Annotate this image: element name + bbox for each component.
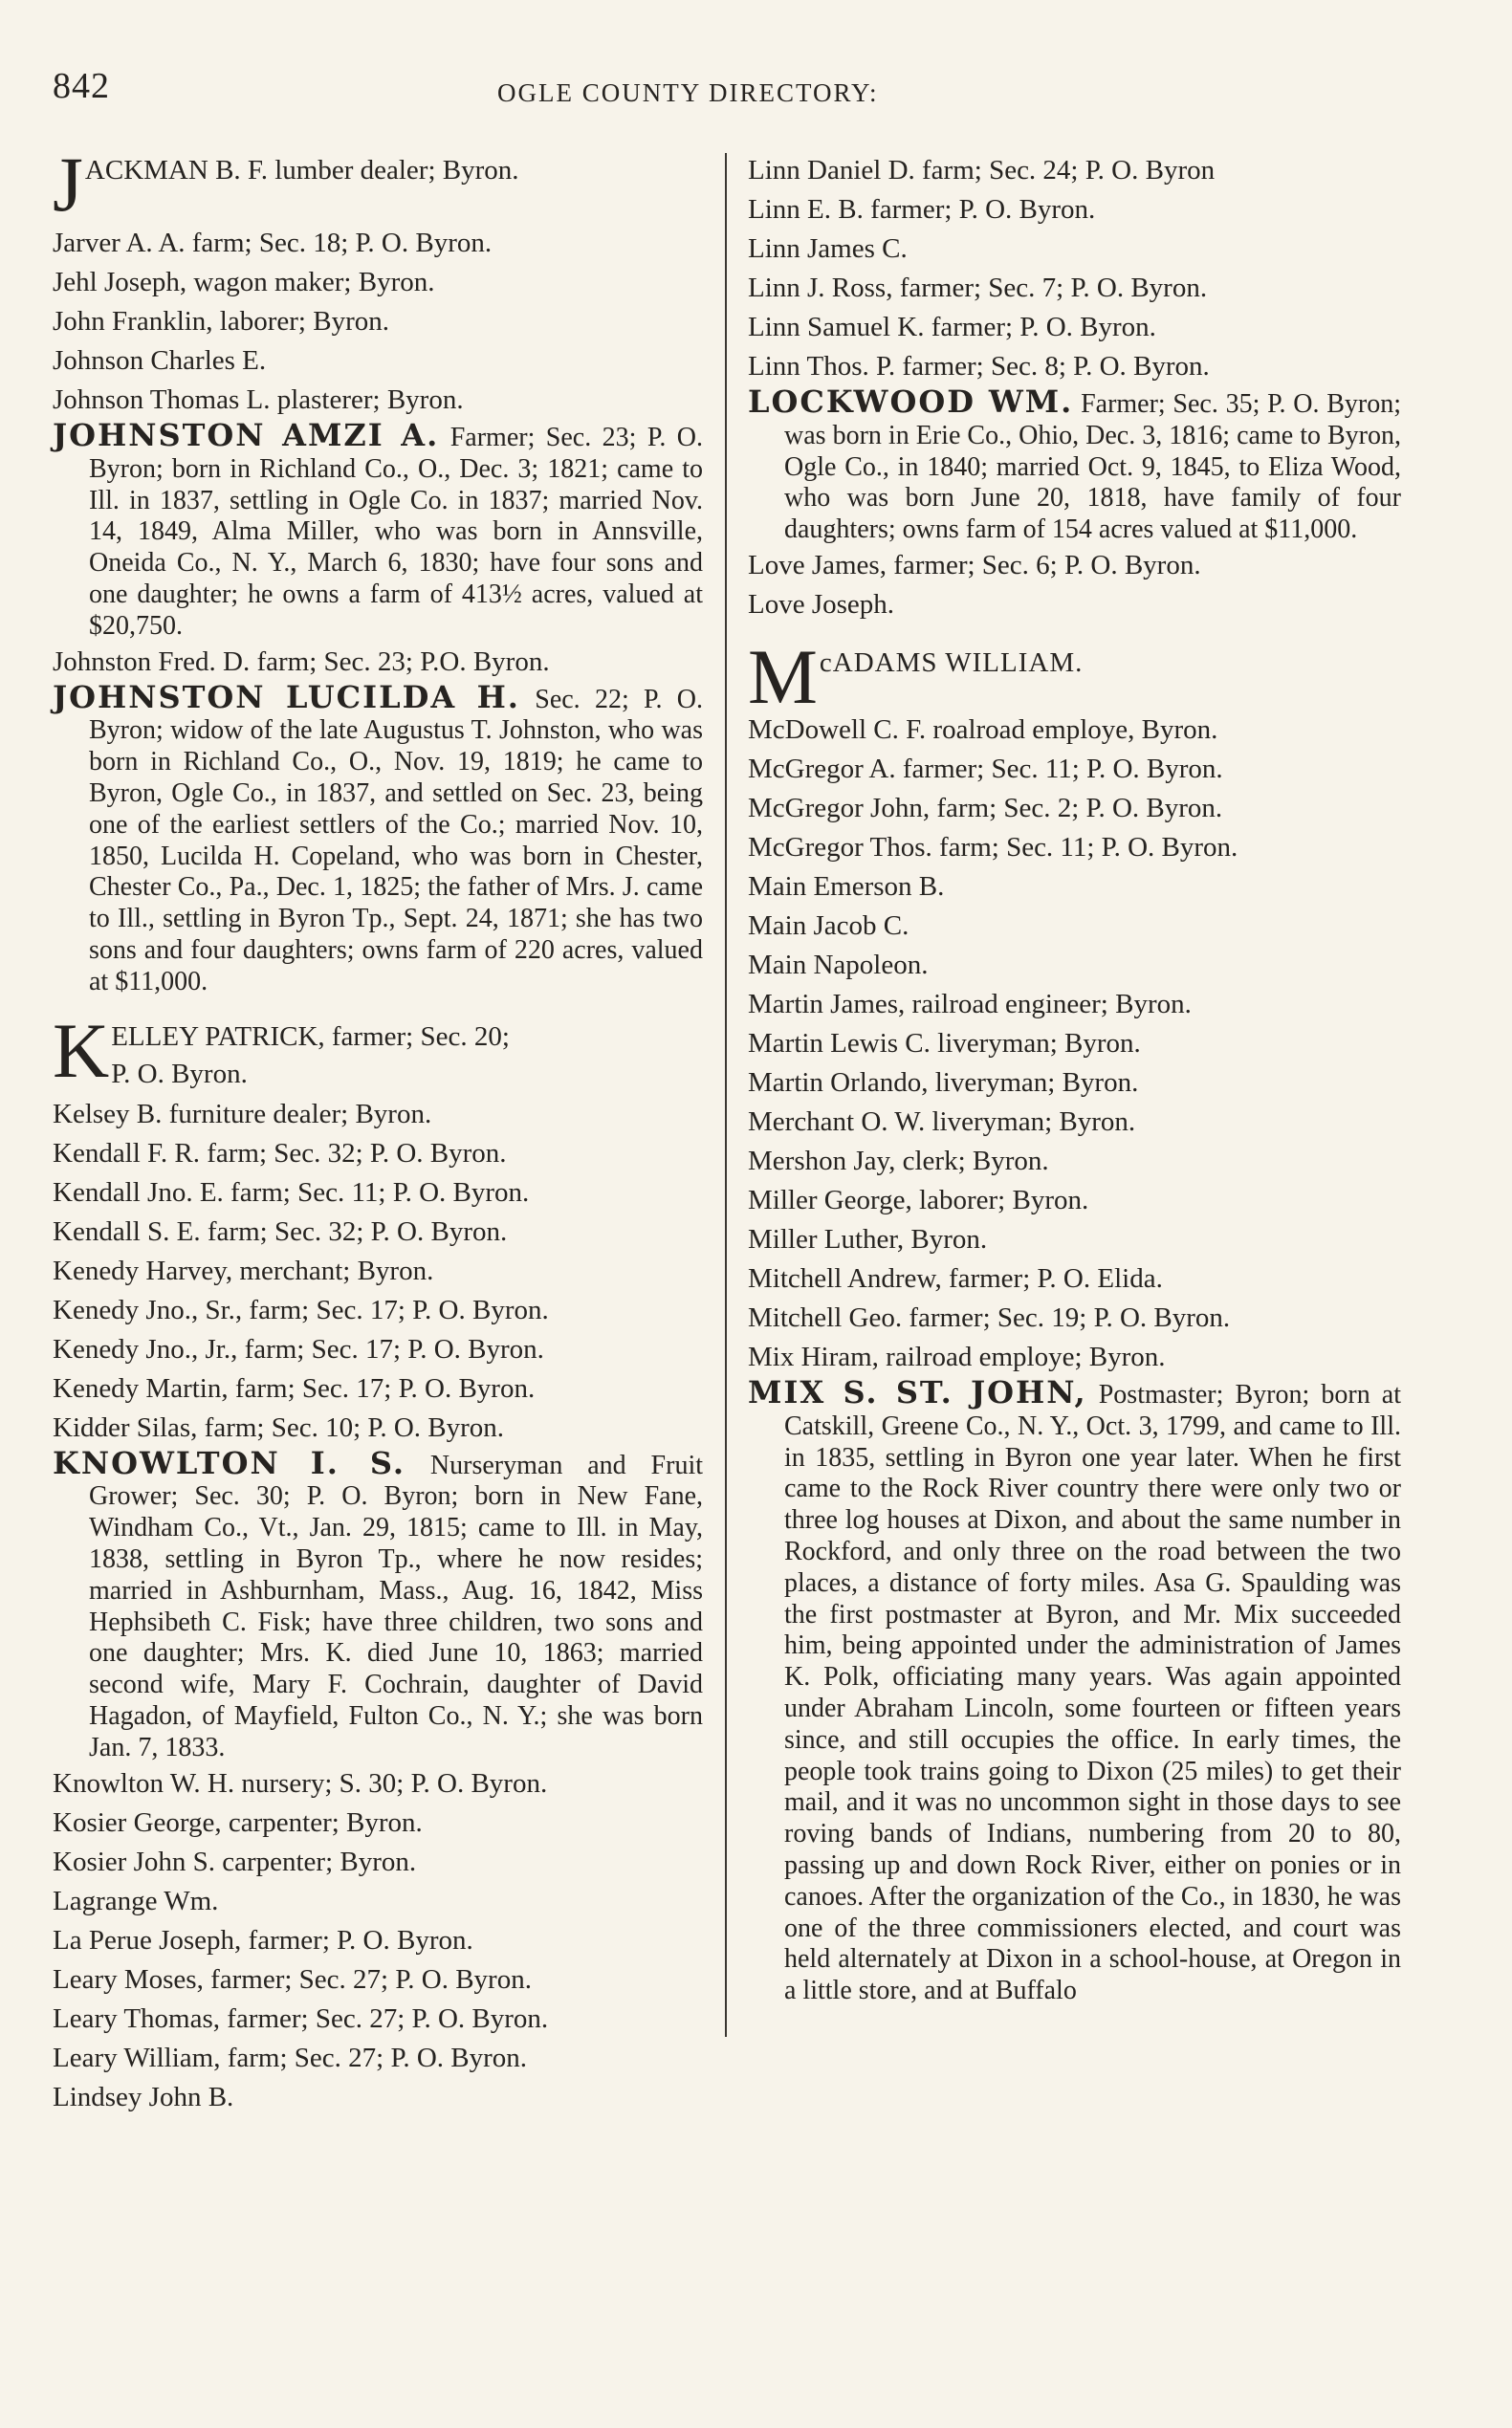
biography-text: Sec. 22; P. O. Byron; widow of the late Augustus T. Johnston, who was born in Richland Co., O., Nov. 19, 1819; he came to Byron, Ogle Co., in 1837, and settled on Sec. 23, being one of the earliest settlers of the Co.; married Nov. 10, 1850, Lucilda H. Copeland, who was born in Chester, Chester Co., Pa., Dec. 1, 1825; the father of Mrs. J. came to Ill., settling in Byron Tp., Sept. 24, 1871; she has two sons and four daughters; owns farm of 220 acres, valued at $11,000. — [89, 684, 704, 996]
directory-entry: Jarver A. A. farm; Sec. 18; P. O. Byron. — [53, 228, 493, 258]
entry-mcadams: cADAMS WILLIAM. — [819, 646, 1084, 678]
directory-entry: Linn E. B. farmer; P. O. Byron. — [748, 194, 1096, 225]
biography-johnston-lucilda — [53, 678, 704, 998]
directory-entry: Jehl Joseph, wagon maker; Byron. — [53, 267, 435, 297]
directory-entry: Kendall S. E. farm; Sec. 32; P. O. Byron. — [53, 1215, 508, 1247]
biography-name: JOHNSTON LUCILDA H. — [53, 678, 520, 715]
directory-entry: Martin Orlando, liveryman; Byron. — [748, 1066, 1139, 1098]
biography-text: Farmer; Sec. 23; P. O. Byron; born in Richland Co., O., Dec. 3; 1821; came to Ill. in 1837, settling in Ogle Co. in 1837; married Nov. 14, 1849, Alma Miller, who was born in Annsville, Oneida Co., N. Y., March 6, 1830; have four sons and one daughter; he owns a farm of 413½ acres, valued at $20,750. — [89, 423, 704, 641]
directory-entry: Mitchell Geo. farmer; Sec. 19; P. O. Byron. — [748, 1301, 1231, 1333]
biography-name: JOHNSTON AMZI A. — [53, 417, 440, 453]
dropcap-m: M — [748, 643, 818, 707]
biography-mix — [748, 1373, 1402, 2007]
biography-text: Postmaster; Byron; born at Catskill, Greene Co., N. Y., Oct. 3, 1799, and came to Ill. in 1835, settling in Byron one year later. When he first came to the Rock River country there were only two or three log houses at Dixon, and about the same number in Rockford, and only three on the road between the two places, a distance of forty miles. Asa G. Spaulding was the first postmaster at Byron, and Mr. Mix succeeded him, being appointed under the administration of James K. Polk, officiating many years. Was again appointed under Abraham Lincoln, some fourteen or fifteen years since, and still occupies the office. In early times, the people took trains going to Dixon (25 miles) to get their mail, and it was no uncommon sight in those days to see roving bands of Indians, numbering from 20 to 80, passing up and down Rock River, either on ponies or in canoes. After the organization of the Co., in 1830, he was one of the three commissioners elected, and court was held alternately at Dixon in a school-house, at Oregon in a little store, and at Buffalo — [784, 1379, 1402, 2006]
directory-entry: Kenedy Harvey, merchant; Byron. — [53, 1255, 434, 1286]
biography-lockwood — [748, 383, 1402, 546]
directory-entry: Leary William, farm; Sec. 27; P. O. Byron. — [53, 2042, 528, 2073]
dropcap-j: J — [53, 151, 83, 214]
section-j-heading — [53, 151, 703, 214]
directory-entry: Main Napoleon. — [748, 949, 929, 980]
directory-entry: Linn Daniel D. farm; Sec. 24; P. O. Byron — [748, 155, 1216, 186]
directory-entry: McGregor A. farmer; Sec. 11; P. O. Byron. — [748, 753, 1223, 784]
directory-entry: Lagrange Wm. — [53, 1885, 219, 1916]
directory-entry: Kendall F. R. farm; Sec. 32; P. O. Byron. — [53, 1137, 507, 1169]
directory-entry: Main Jacob C. — [748, 909, 909, 941]
directory-entry: Love James, farmer; Sec. 6; P. O. Byron. — [748, 549, 1201, 580]
page-header — [53, 65, 1411, 113]
directory-entry: Love Joseph. — [748, 588, 895, 620]
directory-entry: La Perue Joseph, farmer; P. O. Byron. — [53, 1924, 473, 1956]
entry-jackman: ACKMAN B. F. lumber dealer; Byron. — [84, 155, 519, 186]
biography-text: Nurseryman and Fruit Grower; Sec. 30; P. O. Byron; born in New Fane, Windham Co., Vt., Jan. 29, 1815; came to Ill. in May, 1838, settling in Byron Tp., where he now resides; married in Ashburnham, Mass., Aug. 16, 1842, Miss Hephsibeth C. Fisk; have three children, two sons and one daughter; Mrs. K. died June 10, 1863; married second wife, Mary F. Cochrain, daughter of David Hagadon, of Mayfield, Fulton Co., N. Y.; she was born Jan. 7, 1833. — [89, 1450, 704, 1762]
directory-entry: Martin Lewis C. liveryman; Byron. — [748, 1027, 1141, 1059]
directory-entry: Main Emerson B. — [748, 870, 945, 902]
directory-entry: Lindsey John B. — [53, 2081, 234, 2112]
directory-entry: Linn Thos. P. farmer; Sec. 8; P. O. Byron. — [748, 351, 1210, 382]
running-title: OGLE COUNTY DIRECTORY: — [497, 78, 879, 107]
directory-entry: Kenedy Jno., Sr., farm; Sec. 17; P. O. Byron. — [53, 1294, 549, 1325]
right-column — [748, 151, 1401, 2007]
directory-entry: Mitchell Andrew, farmer; P. O. Elida. — [748, 1262, 1163, 1294]
directory-entry: Knowlton W. H. nursery; S. 30; P. O. Byron. — [53, 1767, 548, 1799]
directory-entry: John Franklin, laborer; Byron. — [53, 306, 389, 337]
biography-name: LOCKWOOD WM. — [748, 383, 1074, 420]
directory-entry: Leary Thomas, farmer; Sec. 27; P. O. Byron. — [53, 2002, 549, 2034]
entry-kelley: ELLEY PATRICK, farmer; Sec. 20; — [111, 1020, 510, 1052]
left-column — [53, 151, 703, 2117]
section-k-heading — [53, 1017, 703, 1091]
entry-kelley-continued: P. O. Byron. — [111, 1058, 248, 1089]
directory-entry: McGregor Thos. farm; Sec. 11; P. O. Byron. — [748, 831, 1238, 863]
directory-entry: Johnston Fred. D. farm; Sec. 23; P.O. Byron. — [53, 645, 550, 677]
directory-entry: Kelsey B. furniture dealer; Byron. — [53, 1098, 432, 1129]
biography-knowlton — [53, 1444, 704, 1764]
directory-entry: Kidder Silas, farm; Sec. 10; P. O. Byron. — [53, 1411, 505, 1443]
directory-entry: Kosier John S. carpenter; Byron. — [53, 1846, 417, 1877]
directory-entry: Johnson Thomas L. plasterer; Byron. — [53, 384, 464, 415]
directory-entry: Mix Hiram, railroad employe; Byron. — [748, 1341, 1166, 1372]
directory-entry: McGregor John, farm; Sec. 2; P. O. Byron. — [748, 792, 1223, 823]
directory-entry: Merchant O. W. liveryman; Byron. — [748, 1105, 1136, 1137]
directory-entry: Martin James, railroad engineer; Byron. — [748, 988, 1192, 1019]
biography-name: MIX S. ST. JOHN, — [748, 1373, 1087, 1411]
directory-entry: Miller George, laborer; Byron. — [748, 1184, 1089, 1215]
directory-entry: Johnson Charles E. — [53, 345, 267, 376]
directory-entry: Kenedy Jno., Jr., farm; Sec. 17; P. O. Byron. — [53, 1333, 544, 1365]
biography-name: KNOWLTON I. S. — [53, 1444, 406, 1481]
directory-entry: Miller Luther, Byron. — [748, 1223, 988, 1255]
biography-text: Farmer; Sec. 35; P. O. Byron; was born in Erie Co., Ohio, Dec. 3, 1816; came to Byron, Ogle Co., in 1840; married Oct. 9, 1845, to Eliza Wood, who was born June 20, 1818, have family of four daughters; owns farm of 154 acres valued at $11,000. — [784, 389, 1402, 545]
directory-entry: McDowell C. F. roalroad employe, Byron. — [748, 713, 1218, 745]
directory-entry: Linn James C. — [748, 233, 908, 264]
directory-entry: Kenedy Martin, farm; Sec. 17; P. O. Byron. — [53, 1372, 536, 1404]
dropcap-k: K — [53, 1017, 110, 1091]
directory-entry: Linn J. Ross, farmer; Sec. 7; P. O. Byron. — [748, 273, 1208, 303]
directory-entry: Kosier George, carpenter; Byron. — [53, 1806, 423, 1838]
biography-johnston-amzi — [53, 417, 704, 643]
section-m-heading — [748, 644, 1401, 707]
column-divider — [725, 153, 727, 2037]
directory-entry: Kendall Jno. E. farm; Sec. 11; P. O. Byron. — [53, 1176, 530, 1208]
directory-entry: Mershon Jay, clerk; Byron. — [748, 1145, 1049, 1176]
page-number: 842 — [53, 66, 110, 106]
directory-entry: Leary Moses, farmer; Sec. 27; P. O. Byron. — [53, 1963, 532, 1995]
directory-entry: Linn Samuel K. farmer; P. O. Byron. — [748, 312, 1156, 342]
